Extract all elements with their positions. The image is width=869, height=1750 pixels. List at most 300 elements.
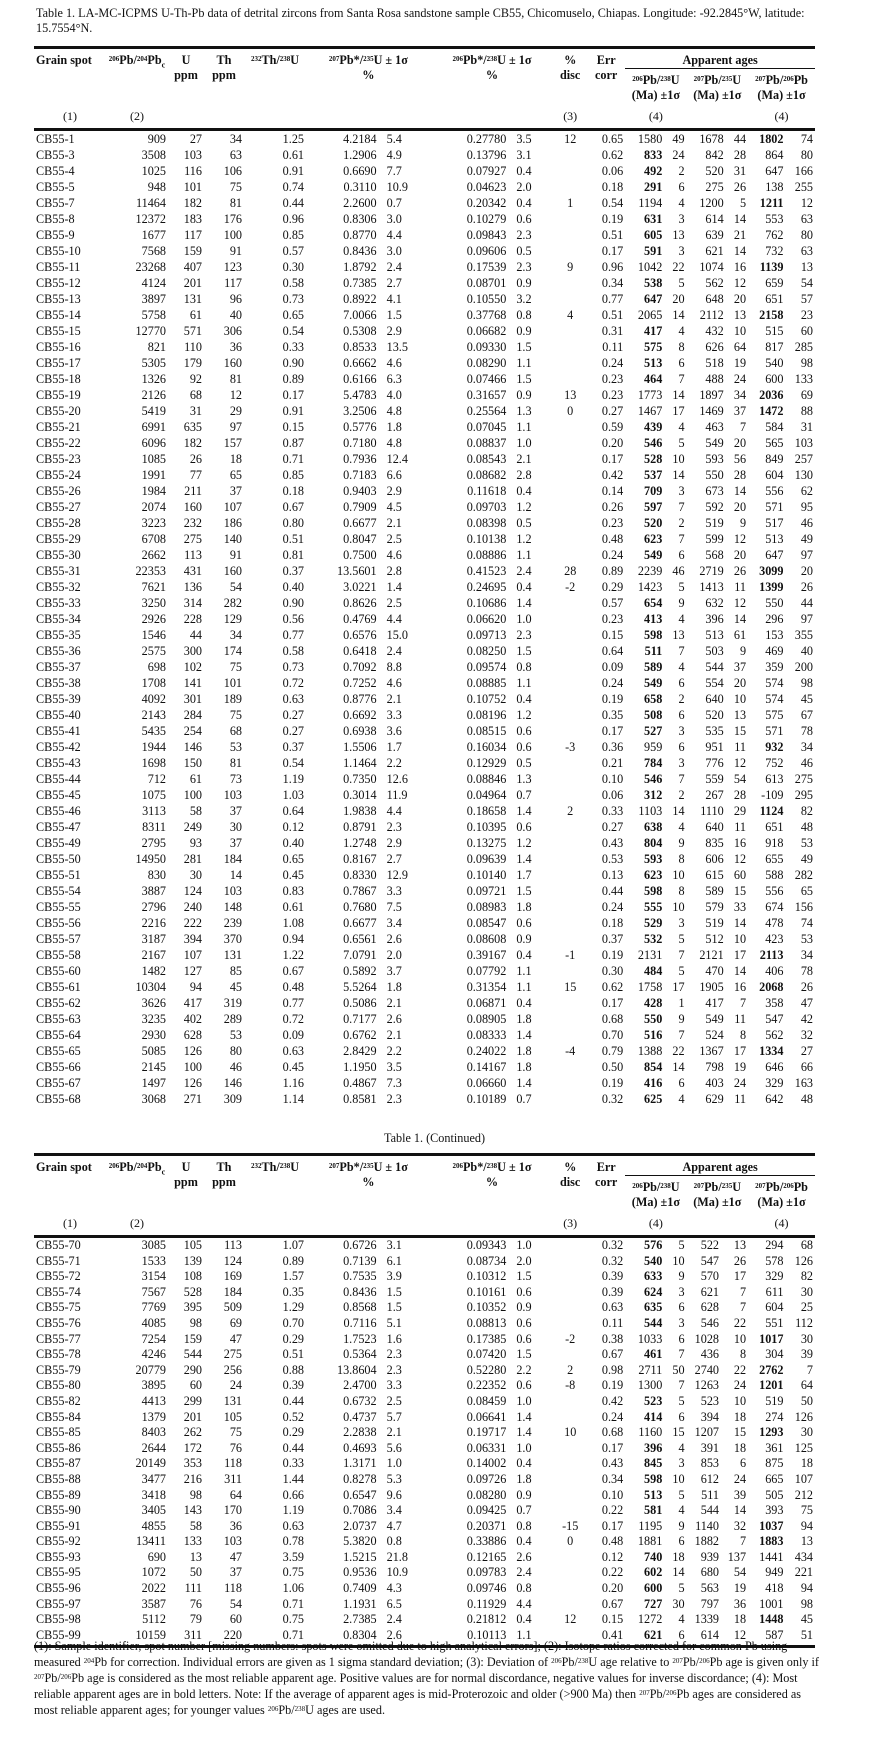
- cell-spot: CB55-5: [36, 180, 75, 194]
- cell-th: 54: [229, 1596, 242, 1611]
- cell-disc: [553, 1550, 587, 1566]
- cell-r75e: 3.3: [386, 884, 402, 898]
- cell-a68e: 6: [678, 180, 685, 194]
- cell-r75e: 2.9: [386, 484, 402, 498]
- cell-corr: 0.36: [601, 740, 624, 754]
- cell-a75e: 8: [739, 1028, 747, 1042]
- cell-pb: 4246: [141, 1347, 166, 1362]
- cell-a68e: 6: [678, 356, 685, 370]
- cell-r68e: 1.1: [516, 980, 532, 994]
- cell-u: 182: [183, 436, 202, 450]
- cell-pb: 830: [147, 868, 166, 882]
- cell-a75e: 11: [734, 580, 747, 594]
- cell-u: 159: [183, 244, 202, 258]
- cell-a75: 639: [705, 228, 724, 242]
- cell-r68e: 3.1: [516, 148, 532, 162]
- cell-corr: 0.53: [601, 852, 624, 866]
- cell-a75e: 64: [733, 340, 747, 354]
- cell-pb: 3477: [141, 1471, 166, 1486]
- cell-thu: 0.51: [282, 532, 304, 546]
- cell-a68e: 10: [672, 1471, 685, 1486]
- cell-corr: 0.31: [601, 324, 624, 338]
- cell-a75e: 28: [733, 788, 747, 802]
- cell-spot: CB55-54: [36, 884, 81, 898]
- cell-disc: [553, 675, 587, 691]
- cell-a76e: 125: [794, 1440, 813, 1455]
- cell-th: 47: [229, 1331, 242, 1346]
- cell-a75: 522: [700, 1238, 719, 1252]
- cell-pb: 3085: [141, 1238, 166, 1252]
- cell-r68: 0.10161: [466, 1284, 507, 1299]
- cell-corr: 0.23: [601, 612, 624, 626]
- cell-a76e: 68: [800, 1238, 813, 1252]
- cell-a68e: 7: [678, 1028, 685, 1042]
- cell-pb: 7621: [141, 580, 166, 594]
- cell-a68: 2711: [638, 1362, 663, 1377]
- cell-a75e: 21: [733, 228, 747, 242]
- cell-corr: 0.17: [601, 996, 624, 1010]
- cell-a68: 959: [644, 740, 663, 754]
- cell-a76e: 166: [794, 164, 813, 178]
- cell-pb: 4413: [141, 1393, 166, 1408]
- note-ref-4a: (4): [625, 1210, 686, 1237]
- cell-r75: 1.1950: [343, 1060, 377, 1074]
- cell-a75: 488: [705, 372, 724, 386]
- col-apparent-ages: Apparent ages: [625, 1155, 815, 1176]
- cell-spot: CB55-40: [36, 708, 81, 722]
- cell-a76e: 80: [800, 228, 813, 242]
- cell-pb: 3508: [141, 148, 166, 162]
- cell-a76: 732: [765, 244, 784, 258]
- cell-r68: 0.10312: [466, 1269, 507, 1284]
- cell-r75e: 1.5: [386, 1300, 402, 1315]
- cell-r68: 0.08333: [466, 1028, 507, 1042]
- cell-thu: 0.61: [282, 900, 304, 914]
- cell-r75: 0.3014: [343, 788, 377, 802]
- cell-pb: 1085: [141, 452, 166, 466]
- cell-thu: 0.67: [282, 500, 304, 514]
- cell-corr: 0.63: [601, 1300, 624, 1315]
- cell-a76: 665: [765, 1471, 784, 1486]
- cell-th: 36: [229, 1518, 242, 1533]
- note-ref-4b: (4): [748, 1210, 815, 1237]
- cell-disc: 0: [567, 1534, 574, 1549]
- cell-r75: 5.4783: [343, 388, 377, 402]
- cell-a75e: 60: [733, 868, 747, 882]
- cell-r75: 2.2838: [343, 1425, 377, 1440]
- cell-th: 40: [229, 308, 242, 322]
- cell-r68: 0.09606: [466, 244, 507, 258]
- cell-u: 93: [189, 836, 202, 850]
- cell-a75e: 14: [733, 964, 747, 978]
- col-grain-spot: Grain spot: [34, 1155, 106, 1211]
- cell-u: 113: [184, 548, 202, 562]
- cell-corr: 0.17: [601, 244, 624, 258]
- cell-a68: 396: [644, 1440, 663, 1455]
- cell-a75: 546: [700, 1315, 719, 1330]
- cell-r68e: 1.8: [516, 1044, 532, 1058]
- cell-corr: 0.43: [601, 1456, 624, 1471]
- cell-a76e: 66: [800, 1060, 813, 1074]
- cell-thu: 0.58: [282, 644, 304, 658]
- cell-a68: 600: [644, 1581, 663, 1596]
- cell-a75: 570: [700, 1269, 719, 1284]
- cell-pb: 3887: [141, 884, 166, 898]
- cell-disc: [553, 1597, 587, 1613]
- cell-r75: 1.2748: [343, 836, 377, 850]
- cell-r75e: 0.8: [386, 1534, 402, 1549]
- cell-thu: 0.29: [282, 1331, 304, 1346]
- cell-a68: 623: [644, 532, 663, 546]
- table-row: [34, 1534, 815, 1550]
- note-ref-2: (2): [106, 103, 168, 130]
- cell-a75: 391: [700, 1440, 719, 1455]
- cell-thu: 0.44: [282, 196, 304, 210]
- cell-r75: 0.7180: [343, 436, 377, 450]
- cell-corr: 0.32: [601, 1092, 624, 1106]
- cell-r68: 0.31354: [466, 980, 507, 994]
- cell-a75: 648: [705, 292, 724, 306]
- cell-a68e: 9: [678, 596, 685, 610]
- cell-spot: CB55-64: [36, 1028, 81, 1042]
- cell-a76e: 20: [800, 564, 813, 578]
- cell-a76e: 31: [800, 420, 813, 434]
- cell-r75: 0.7086: [343, 1503, 377, 1518]
- cell-thu: 0.63: [282, 1518, 304, 1533]
- cell-a75: 275: [705, 180, 724, 194]
- cell-a68: 581: [644, 1503, 663, 1518]
- cell-u: 117: [184, 228, 202, 242]
- cell-spot: CB55-36: [36, 644, 81, 658]
- cell-a75e: 20: [733, 548, 747, 562]
- cell-a76e: 25: [800, 1300, 813, 1315]
- cell-disc: [553, 1027, 587, 1043]
- cell-a75: 673: [705, 484, 724, 498]
- table-row: [34, 1597, 815, 1613]
- cell-r68: 0.08398: [466, 516, 507, 530]
- cell-u: 301: [183, 692, 202, 706]
- cell-a75: 1469: [699, 404, 724, 418]
- cell-a68: 740: [644, 1549, 663, 1564]
- cell-a76: 588: [765, 868, 784, 882]
- cell-spot: CB55-92: [36, 1534, 81, 1549]
- note-ref-3: (3): [553, 103, 587, 130]
- cell-a68: 576: [644, 1238, 663, 1252]
- cell-corr: 0.20: [601, 436, 624, 450]
- cell-r68e: 0.8: [516, 660, 532, 674]
- cell-r68: 0.06682: [466, 324, 507, 338]
- cell-pb: 3895: [141, 1378, 166, 1393]
- cell-r68: 0.10113: [431, 1628, 509, 1647]
- cell-a76e: 163: [794, 1076, 813, 1090]
- cell-pb: 5758: [141, 308, 166, 322]
- cell-a76: 613: [765, 772, 784, 786]
- cell-u: 417: [183, 996, 202, 1010]
- col-disc: % disc: [553, 48, 587, 104]
- cell-r68: 0.18658: [466, 804, 507, 818]
- cell-pb: 8311: [142, 820, 166, 834]
- cell-a68: 1758: [637, 980, 663, 994]
- cell-a76: 519: [765, 1393, 784, 1408]
- cell-thu: 0.72: [282, 1012, 304, 1026]
- cell-r68: 0.11929: [467, 1596, 507, 1611]
- cell-spot: CB55-7: [36, 196, 75, 210]
- cell-u: 127: [183, 964, 202, 978]
- cell-a75e: 18: [733, 1409, 747, 1424]
- cell-r75e: 4.0: [386, 388, 402, 402]
- cell-a75: 519: [705, 916, 724, 930]
- cell-a76e: 26: [800, 980, 813, 994]
- cell-a75: 1897: [699, 388, 724, 402]
- cell-a75e: 24: [733, 372, 747, 386]
- cell-r75e: 3.5: [386, 1060, 402, 1074]
- cell-a76e: 7: [806, 1362, 813, 1377]
- cell-r68e: 1.3: [516, 772, 532, 786]
- cell-a76e: 282: [794, 868, 813, 882]
- cell-r68e: 1.1: [516, 356, 532, 370]
- cell-th: 91: [229, 548, 242, 562]
- cell-a75e: 12: [733, 756, 747, 770]
- cell-a76e: 275: [794, 772, 813, 786]
- table-row: [34, 195, 815, 211]
- cell-u: 299: [183, 1393, 202, 1408]
- cell-corr: 0.30: [601, 964, 624, 978]
- cell-pb: 909: [147, 132, 166, 146]
- cell-thu: 1.57: [282, 1269, 304, 1284]
- col-age-207-235: $^{207}$Pb/$^{235}$U (Ma) ±1σ: [693, 1180, 742, 1209]
- cell-thu: 0.37: [282, 740, 304, 754]
- cell-corr: 0.24: [601, 900, 624, 914]
- cell-pb: 5435: [141, 724, 166, 738]
- table-row: [34, 179, 815, 195]
- cell-r68e: 4.4: [516, 1596, 532, 1611]
- cell-th: 140: [223, 532, 242, 546]
- cell-corr: 0.10: [601, 772, 624, 786]
- cell-th: 282: [223, 596, 242, 610]
- cell-thu: 0.77: [282, 996, 304, 1010]
- cell-pb: 1482: [141, 964, 166, 978]
- cell-spot: CB55-28: [36, 516, 81, 530]
- cell-r68: 0.06620: [466, 612, 507, 626]
- cell-r75e: 2.7: [386, 276, 402, 290]
- cell-u: 108: [183, 1269, 202, 1284]
- cell-a68: 2239: [637, 564, 663, 578]
- cell-r75: 5.3820: [343, 1534, 377, 1549]
- cell-a75e: 28: [733, 468, 747, 482]
- cell-a76e: 255: [794, 180, 813, 194]
- cell-spot: CB55-46: [36, 804, 81, 818]
- cell-a68e: 10: [672, 900, 685, 914]
- cell-a75e: 15: [733, 884, 747, 898]
- cell-a76e: 126: [794, 1253, 813, 1268]
- cell-r75: 7.0791: [343, 948, 377, 962]
- cell-r75e: 3.1: [386, 1238, 402, 1252]
- cell-disc: [553, 1254, 587, 1270]
- cell-a68e: 8: [678, 852, 685, 866]
- cell-disc: [553, 835, 587, 851]
- cell-corr: 0.32: [601, 1253, 624, 1268]
- cell-corr: 0.68: [601, 1012, 624, 1026]
- cell-u: 61: [189, 772, 202, 786]
- cell-a68e: 13: [672, 228, 685, 242]
- cell-spot: CB55-71: [36, 1253, 81, 1268]
- cell-r75e: 2.7: [386, 852, 402, 866]
- cell-a75e: 61: [733, 628, 747, 642]
- cell-a75: 612: [700, 1471, 719, 1486]
- cell-spot: CB55-47: [36, 820, 81, 834]
- cell-r68: 0.11618: [467, 484, 507, 498]
- cell-corr: 0.23: [601, 516, 624, 530]
- cell-a68e: 10: [672, 1253, 685, 1268]
- cell-r75e: 4.5: [386, 500, 402, 514]
- cell-r68: 0.07420: [466, 1347, 507, 1362]
- cell-thu: 0.40: [282, 580, 304, 594]
- cell-spot: CB55-56: [36, 916, 81, 930]
- cell-r75e: 4.4: [386, 612, 402, 626]
- cell-a68e: 9: [678, 836, 685, 850]
- cell-a75e: 6: [739, 1456, 747, 1471]
- table-row: [34, 835, 815, 851]
- cell-a76e: 156: [794, 900, 813, 914]
- cell-spot: CB55-11: [36, 260, 81, 274]
- cell-disc: [553, 531, 587, 547]
- cell-disc: [553, 323, 587, 339]
- table-row: [34, 291, 815, 307]
- cell-r68e: 1.5: [516, 884, 532, 898]
- cell-a68e: 6: [678, 740, 685, 754]
- cell-a68e: 30: [672, 1596, 685, 1611]
- cell-a76: 469: [765, 644, 784, 658]
- cell-a68e: 4: [678, 324, 685, 338]
- cell-u: 68: [189, 388, 202, 402]
- cell-a75e: 20: [733, 436, 747, 450]
- cell-a76e: 130: [794, 468, 813, 482]
- cell-u: 100: [183, 788, 202, 802]
- cell-r75: 0.7500: [343, 548, 377, 562]
- cell-a76e: 60: [800, 324, 813, 338]
- cell-a75: 436: [700, 1347, 719, 1362]
- cell-u: 133: [183, 1534, 202, 1549]
- cell-a68: 833: [644, 148, 663, 162]
- cell-pb: 698: [147, 660, 166, 674]
- cell-a68: 520: [644, 516, 663, 530]
- table-row: [34, 1394, 815, 1410]
- cell-thu: 0.91: [282, 164, 304, 178]
- cell-r68: 0.06641: [466, 1409, 507, 1424]
- cell-a76: 515: [765, 324, 784, 338]
- cell-thu: 1.25: [282, 132, 304, 146]
- cell-disc: [553, 851, 587, 867]
- cell-disc: [553, 707, 587, 723]
- cell-corr: 0.29: [601, 580, 624, 594]
- cell-spot: CB55-65: [36, 1044, 81, 1058]
- data-table-part-2: [34, 1153, 815, 1648]
- cell-a75e: 7: [739, 1284, 747, 1299]
- cell-r68e: 2.4: [516, 564, 532, 578]
- cell-a68: 638: [644, 820, 663, 834]
- cell-r68: 0.14002: [466, 1456, 507, 1471]
- cell-r68: 0.09843: [466, 228, 507, 242]
- cell-pb: 2022: [141, 1581, 166, 1596]
- cell-u: 528: [183, 1284, 202, 1299]
- cell-a75: 396: [705, 612, 724, 626]
- cell-r68: 0.25564: [466, 404, 507, 418]
- cell-r75e: 2.1: [386, 692, 402, 706]
- col-grain-spot: Grain spot: [34, 48, 106, 104]
- cell-thu: 0.72: [282, 676, 304, 690]
- cell-thu: 0.17: [282, 388, 304, 402]
- cell-spot: CB55-77: [36, 1331, 81, 1346]
- cell-thu: 1.07: [282, 1238, 304, 1252]
- cell-a68: 575: [644, 340, 663, 354]
- cell-a75e: 14: [733, 1503, 747, 1518]
- table-row: [34, 819, 815, 835]
- cell-thu: 0.87: [282, 436, 304, 450]
- cell-thu: 0.71: [282, 452, 304, 466]
- table-row: [34, 1059, 815, 1075]
- cell-corr: 0.34: [601, 276, 624, 290]
- cell-r75e: 4.8: [386, 404, 402, 418]
- cell-thu: 0.09: [282, 1028, 304, 1042]
- cell-disc: [553, 931, 587, 947]
- cell-r75e: 21.8: [386, 1549, 408, 1564]
- cell-a76: 2762: [759, 1362, 784, 1377]
- cell-r68: 0.09726: [466, 1471, 507, 1486]
- cell-th: 97: [229, 420, 242, 434]
- cell-a75: 559: [705, 772, 724, 786]
- cell-thu: 1.16: [282, 1076, 304, 1090]
- cell-a75: 593: [705, 452, 724, 466]
- cell-a68: 1195: [638, 1518, 663, 1533]
- cell-thu: 0.94: [282, 932, 304, 946]
- cell-r75: 0.7680: [343, 900, 377, 914]
- cell-a76: 646: [765, 1060, 784, 1074]
- cell-th: 160: [223, 564, 242, 578]
- cell-a76: 1201: [759, 1378, 784, 1393]
- cell-disc: [553, 483, 587, 499]
- cell-a68e: 7: [678, 644, 685, 658]
- cell-a76e: 88: [800, 404, 813, 418]
- cell-r68: 0.20342: [466, 196, 507, 210]
- cell-r75: 1.2906: [343, 148, 377, 162]
- cell-a76: 1017: [759, 1331, 784, 1346]
- cell-spot: CB55-14: [36, 308, 81, 322]
- cell-a68: 540: [644, 1253, 663, 1268]
- cell-a68: 417: [644, 324, 663, 338]
- cell-pb: 2167: [141, 948, 166, 962]
- cell-a76: 562: [765, 1028, 784, 1042]
- cell-pb: 5419: [141, 404, 166, 418]
- cell-pb: 1677: [141, 228, 166, 242]
- cell-r68: 0.16034: [466, 740, 507, 754]
- cell-r68: 0.21812: [466, 1612, 507, 1627]
- cell-r75: 0.7867: [343, 884, 377, 898]
- cell-r75: 0.5776: [343, 420, 377, 434]
- cell-r75e: 10.9: [386, 1565, 408, 1580]
- cell-a76e: 49: [800, 852, 813, 866]
- cell-r75: 0.5308: [343, 324, 377, 338]
- cell-a75: 606: [705, 852, 724, 866]
- cell-pb: 3187: [141, 932, 166, 946]
- cell-u: 126: [183, 1076, 202, 1090]
- cell-r75e: 2.5: [386, 532, 402, 546]
- cell-thu: 0.44: [282, 1440, 304, 1455]
- cell-r68e: 0.7: [516, 788, 532, 802]
- cell-a76: 2158: [759, 308, 784, 322]
- cell-a76e: 64: [800, 1378, 813, 1393]
- cell-u: 60: [189, 1378, 202, 1393]
- cell-spot: CB55-15: [36, 324, 81, 338]
